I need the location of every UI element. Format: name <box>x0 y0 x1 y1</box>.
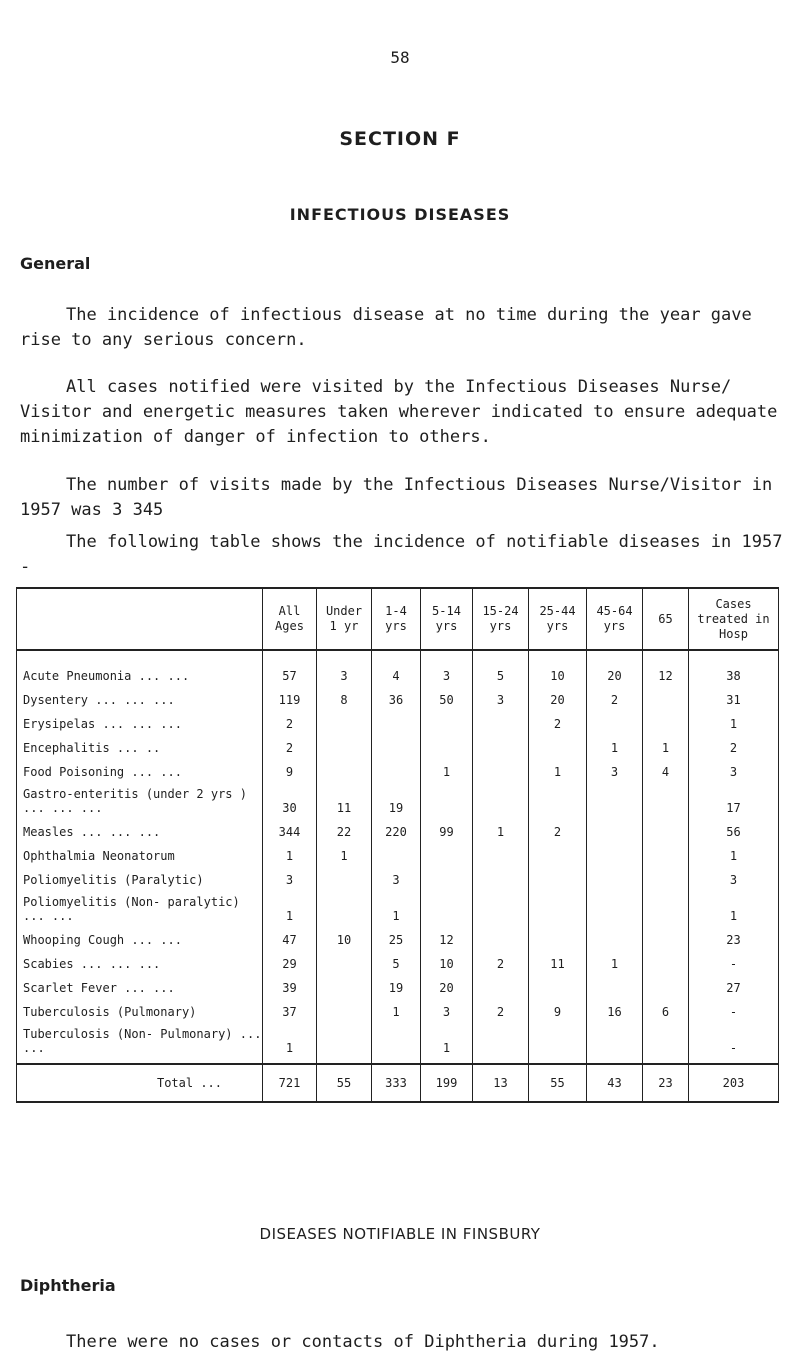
table-cell <box>317 707 372 731</box>
disease-name: Tuberculosis (Non- Pulmonary) ... ... <box>17 1019 263 1064</box>
table-cell <box>643 947 689 971</box>
table-cell <box>421 779 473 815</box>
table-cell: 12 <box>421 923 473 947</box>
table-cell <box>473 863 529 887</box>
table-cell: 99 <box>421 815 473 839</box>
table-header-row <box>17 588 779 650</box>
table-cell <box>587 707 643 731</box>
table-row <box>17 683 779 707</box>
paragraph-visit-count-text: The number of visits made by the Infectious Diseases Nurse/Visitor in 1957 was 3 345 <box>20 475 773 520</box>
table-cell <box>587 815 643 839</box>
table-cell: 2 <box>689 731 779 755</box>
table-cell: 29 <box>263 947 317 971</box>
table-cell <box>317 863 372 887</box>
notifiable-diseases-caption: DISEASES NOTIFIABLE IN FINSBURY <box>259 1225 541 1243</box>
table-cell: 17 <box>689 779 779 815</box>
table-cell: 1 <box>587 947 643 971</box>
table-cell <box>317 971 372 995</box>
table-cell: 3 <box>263 863 317 887</box>
table-cell: 20 <box>587 650 643 683</box>
table-cell <box>421 839 473 863</box>
table-cell: 11 <box>317 779 372 815</box>
table-cell <box>473 923 529 947</box>
table-cell: 3 <box>473 683 529 707</box>
disease-name: Food Poisoning ... ... <box>17 755 263 779</box>
table-cell: 19 <box>372 779 421 815</box>
table-cell <box>529 887 587 923</box>
table-cell <box>473 707 529 731</box>
table-cell <box>587 1019 643 1064</box>
column-header: 5-14 yrs <box>421 588 473 650</box>
table-cell: 5 <box>473 650 529 683</box>
paragraph-visits-cases <box>20 375 790 450</box>
table-cell <box>643 779 689 815</box>
table-row <box>17 887 779 923</box>
table-cell <box>529 779 587 815</box>
general-heading: General <box>20 254 91 273</box>
table-cell: 3 <box>587 755 643 779</box>
table-cell: 4 <box>372 650 421 683</box>
table-cell: 2 <box>263 707 317 731</box>
diphtheria-paragraph-text: There were no cases or contacts of Diphtheria during 1957. <box>66 1332 660 1352</box>
table-cell <box>421 887 473 923</box>
disease-name: Scabies ... ... ... <box>17 947 263 971</box>
table-cell: 10 <box>317 923 372 947</box>
table-cell: 1 <box>421 755 473 779</box>
column-header: 15-24 yrs <box>473 588 529 650</box>
table-row <box>17 923 779 947</box>
table-cell: 2 <box>529 815 587 839</box>
table-cell: 2 <box>529 707 587 731</box>
infectious-diseases-heading: INFECTIOUS DISEASES <box>289 205 511 224</box>
table-cell <box>372 707 421 731</box>
table-cell: 10 <box>421 947 473 971</box>
table-cell <box>643 971 689 995</box>
table-cell: 38 <box>689 650 779 683</box>
table-cell <box>643 1019 689 1064</box>
table-cell: 11 <box>529 947 587 971</box>
table-cell <box>529 863 587 887</box>
table-cell: 22 <box>317 815 372 839</box>
table-cell <box>529 1019 587 1064</box>
table-cell: 36 <box>372 683 421 707</box>
paragraph-incidence <box>20 303 790 353</box>
table-cell: 19 <box>372 971 421 995</box>
paragraph-visits-cases-text: All cases notified were visited by the Infectious Diseases Nurse/ Visitor and energetic measures taken wherever indicated to ensure adequate minimization of danger of infection to others. <box>20 377 778 447</box>
table-cell: - <box>689 995 779 1019</box>
table-cell <box>317 887 372 923</box>
table-cell <box>421 731 473 755</box>
table-cell: 1 <box>263 887 317 923</box>
table-cell: 220 <box>372 815 421 839</box>
table-cell: 9 <box>263 755 317 779</box>
table-cell: 20 <box>421 971 473 995</box>
table-cell: 2 <box>473 947 529 971</box>
table-cell: 3 <box>317 650 372 683</box>
table-cell <box>317 731 372 755</box>
table-cell <box>372 1019 421 1064</box>
table-cell <box>643 683 689 707</box>
table-cell <box>372 755 421 779</box>
total-cell: 199 <box>421 1064 473 1102</box>
table-cell <box>587 923 643 947</box>
table-cell <box>587 971 643 995</box>
table-cell: 4 <box>643 755 689 779</box>
table-cell: 47 <box>263 923 317 947</box>
table-cell: 8 <box>317 683 372 707</box>
paragraph-incidence-text: The incidence of infectious disease at no time during the year gave rise to any serious concern. <box>20 305 752 350</box>
table-cell <box>317 755 372 779</box>
table-cell: 10 <box>529 650 587 683</box>
disease-name: Erysipelas ... ... ... <box>17 707 263 731</box>
table-cell <box>529 971 587 995</box>
table-cell <box>587 863 643 887</box>
table-cell <box>643 887 689 923</box>
table-row <box>17 815 779 839</box>
notifiable-diseases-table <box>16 587 779 1103</box>
table-cell: 57 <box>263 650 317 683</box>
table-cell: 5 <box>372 947 421 971</box>
table-cell: 1 <box>689 839 779 863</box>
table-row <box>17 1019 779 1064</box>
disease-name: Gastro-enteritis (under 2 yrs ) ... ... ... <box>17 779 263 815</box>
table-cell: 1 <box>317 839 372 863</box>
table-cell: 119 <box>263 683 317 707</box>
table-cell: 1 <box>689 887 779 923</box>
table-cell <box>473 1019 529 1064</box>
table-cell: 3 <box>689 755 779 779</box>
table-cell: 1 <box>643 731 689 755</box>
table-cell: 2 <box>473 995 529 1019</box>
table-cell <box>473 755 529 779</box>
table-cell: 20 <box>529 683 587 707</box>
table-cell <box>529 839 587 863</box>
table-cell: - <box>689 1019 779 1064</box>
table-total-row <box>17 1064 779 1102</box>
table-row <box>17 779 779 815</box>
disease-name: Encephalitis ... .. <box>17 731 263 755</box>
disease-name: Ophthalmia Neonatorum <box>17 839 263 863</box>
table-cell: 1 <box>421 1019 473 1064</box>
table-cell <box>317 947 372 971</box>
column-header: 45-64 yrs <box>587 588 643 650</box>
table-row <box>17 839 779 863</box>
total-cell: 55 <box>529 1064 587 1102</box>
disease-name: Scarlet Fever ... ... <box>17 971 263 995</box>
table-cell <box>317 1019 372 1064</box>
table-cell: 1 <box>372 887 421 923</box>
table-cell <box>587 839 643 863</box>
table-cell: 31 <box>689 683 779 707</box>
table-cell <box>643 863 689 887</box>
disease-name: Poliomyelitis (Non- paralytic) ... ... <box>17 887 263 923</box>
table-row <box>17 947 779 971</box>
table-cell <box>317 995 372 1019</box>
section-title: SECTION F <box>339 128 461 150</box>
table-cell: 344 <box>263 815 317 839</box>
table-cell: 50 <box>421 683 473 707</box>
table-cell: 12 <box>643 650 689 683</box>
table-cell <box>473 887 529 923</box>
table-cell: 25 <box>372 923 421 947</box>
column-header: Under 1 yr <box>317 588 372 650</box>
table-cell <box>473 971 529 995</box>
table-cell: 3 <box>372 863 421 887</box>
table-cell <box>643 923 689 947</box>
table-cell: 30 <box>263 779 317 815</box>
table-cell <box>473 731 529 755</box>
total-cell: 55 <box>317 1064 372 1102</box>
table-cell: 1 <box>263 839 317 863</box>
table-cell <box>529 731 587 755</box>
table-cell: 6 <box>643 995 689 1019</box>
table-row <box>17 731 779 755</box>
total-cell: 23 <box>643 1064 689 1102</box>
table-cell <box>643 839 689 863</box>
table-cell <box>587 779 643 815</box>
total-cell: 203 <box>689 1064 779 1102</box>
table-cell: 37 <box>263 995 317 1019</box>
table-cell: 39 <box>263 971 317 995</box>
table-cell <box>421 863 473 887</box>
paragraph-table-intro <box>20 530 790 580</box>
disease-name: Whooping Cough ... ... <box>17 923 263 947</box>
table-row <box>17 755 779 779</box>
column-header: 65 <box>643 588 689 650</box>
table-cell: 23 <box>689 923 779 947</box>
table-row <box>17 707 779 731</box>
table-cell <box>372 731 421 755</box>
disease-name: Tuberculosis (Pulmonary) <box>17 995 263 1019</box>
paragraph-visit-count <box>20 473 790 523</box>
table-cell <box>473 779 529 815</box>
table-cell <box>587 887 643 923</box>
table-cell: 1 <box>263 1019 317 1064</box>
table-cell: 1 <box>689 707 779 731</box>
diphtheria-heading: Diphtheria <box>20 1276 116 1295</box>
table-cell: 1 <box>473 815 529 839</box>
table-cell: 1 <box>372 995 421 1019</box>
table-row <box>17 650 779 683</box>
disease-name: Dysentery ... ... ... <box>17 683 263 707</box>
table-cell: 1 <box>529 755 587 779</box>
table-cell: 1 <box>587 731 643 755</box>
table-cell: 3 <box>421 995 473 1019</box>
table-cell <box>643 815 689 839</box>
diphtheria-paragraph <box>20 1330 790 1355</box>
table-cell <box>643 707 689 731</box>
column-header: Cases treated in Hosp <box>689 588 779 650</box>
table-row <box>17 863 779 887</box>
column-header: 1-4 yrs <box>372 588 421 650</box>
table-cell <box>473 839 529 863</box>
total-cell: 721 <box>263 1064 317 1102</box>
total-cell: 333 <box>372 1064 421 1102</box>
total-label: Total ... <box>17 1064 263 1102</box>
paragraph-table-intro-text: The following table shows the incidence of notifiable diseases in 1957 - <box>20 532 783 577</box>
table-cell <box>529 923 587 947</box>
column-header: All Ages <box>263 588 317 650</box>
table-cell <box>372 839 421 863</box>
table-cell: - <box>689 947 779 971</box>
table-cell: 3 <box>421 650 473 683</box>
column-header: 25-44 yrs <box>529 588 587 650</box>
total-cell: 43 <box>587 1064 643 1102</box>
table-cell: 2 <box>587 683 643 707</box>
table-cell: 9 <box>529 995 587 1019</box>
table-row <box>17 995 779 1019</box>
table-cell: 2 <box>263 731 317 755</box>
table-cell: 56 <box>689 815 779 839</box>
disease-name: Poliomyelitis (Paralytic) <box>17 863 263 887</box>
disease-name: Acute Pneumonia ... ... <box>17 650 263 683</box>
disease-name: Measles ... ... ... <box>17 815 263 839</box>
table-cell: 27 <box>689 971 779 995</box>
table-cell <box>421 707 473 731</box>
page-number: 58 <box>390 48 410 67</box>
column-header <box>17 588 263 650</box>
table-cell: 3 <box>689 863 779 887</box>
table-cell: 16 <box>587 995 643 1019</box>
table-row <box>17 971 779 995</box>
total-cell: 13 <box>473 1064 529 1102</box>
